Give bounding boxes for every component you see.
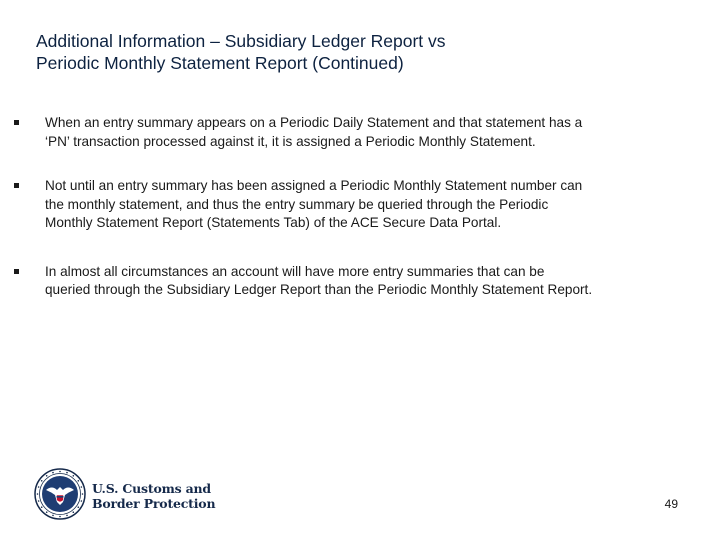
slide-title-line1: Additional Information – Subsidiary Ledger Report vs xyxy=(36,31,446,51)
bullet-text-line: the monthly statement, and thus the entry summary be queried through the Periodic xyxy=(45,196,549,212)
agency-name-line2: Border Protection xyxy=(92,495,216,511)
bullet-text-line: ‘PN’ transaction processed against it, it is assigned a Periodic Monthly Statement. xyxy=(45,133,536,149)
bullet-text-line: When an entry summary appears on a Periodic Daily Statement and that statement has a xyxy=(45,115,583,130)
cbp-logo xyxy=(34,468,214,520)
bullet-item xyxy=(14,263,694,300)
bullet-text-line: Monthly Statement Report (Statements Tab) of the ACE Secure Data Portal. xyxy=(45,215,502,230)
bullet-item xyxy=(14,114,694,151)
bullet-list xyxy=(14,114,694,326)
bullet-text-line: Not until an entry summary has been assigned a Periodic Monthly Statement number can xyxy=(45,178,583,193)
agency-name xyxy=(92,482,215,511)
page-number: 49 xyxy=(664,497,678,511)
square-bullet-icon xyxy=(14,269,19,274)
bullet-text-line: In almost all circumstances an account will have more entry summaries that can be xyxy=(45,263,545,279)
bullet-text-line: queried through the Subsidiary Ledger Report than the Periodic Monthly Statement Report. xyxy=(45,282,593,297)
slide-title-line2: Periodic Monthly Statement Report (Continued) xyxy=(36,53,404,73)
dhs-seal-icon xyxy=(34,468,86,520)
slide-title xyxy=(36,30,676,74)
square-bullet-icon xyxy=(14,183,19,188)
bullet-item xyxy=(14,177,694,233)
agency-name-line1: U.S. Customs and xyxy=(92,481,211,496)
square-bullet-icon xyxy=(14,120,19,125)
